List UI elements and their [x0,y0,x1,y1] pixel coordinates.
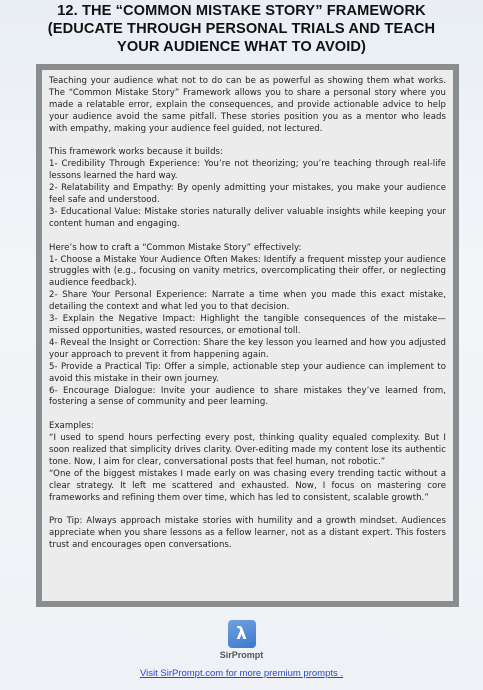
step-item: 4- Reveal the Insight or Correction: Share the key lesson you learned and how you adjusted your approach to prevent it from happening again. [49,337,446,360]
page-title [10,2,473,56]
intro-paragraph: Teaching your audience what not to do can be as powerful as showing them what works. The “Common Mistake Story” Framework allows you to share a personal story where you made a relatable error, explain the consequences, and provide actionable advice to help your audience avoid the same pitfall. These stories position you as a mentor who leads with empathy, making your audience feel guided, not lectured. [49,76,446,134]
step-item: 2- Share Your Personal Experience: Narrate a time when you made this exact mistake, detailing the context and what led you to that decision. [49,290,446,313]
example-quote: “I used to spend hours perfecting every post, thinking quality equaled complexity. But I soon realized that simplicity drives clarity. Over-editing made my content lose its authentic tone. Now, I aim for clear, conversational posts that feel human, not robotic.” [49,433,446,467]
step-item: 1- Choose a Mistake Your Audience Often Makes: Identify a frequent misstep your audience struggles with (e.g., focusing on vanity metrics, overcomplicating their offer, or neglecting audience feedback). [49,254,446,289]
builds-item: 2- Relatability and Empathy: By openly admitting your mistakes, you make your audience feel safe and understood. [49,183,446,206]
steps-heading: Here’s how to craft a “Common Mistake Story” effectively: [49,242,302,253]
pro-tip-paragraph: Pro Tip: Always approach mistake stories with humility and a growth mindset. Audiences appreciate when you share lessons as a fellow learner, not as a distant expert. This fosters trust and encourages open conversations. [49,516,446,551]
step-item: 6- Encourage Dialogue: Invite your audience to share mistakes they’ve learned from, fostering a sense of community and peer learning. [49,385,446,408]
content-card [36,64,459,607]
builds-heading: This framework works because it builds: [49,147,223,158]
footer-link[interactable]: Visit SirPrompt.com for more premium prompts . [139,668,344,679]
title-line-1: 12. THE “COMMON MISTAKE STORY” FRAMEWORK [57,3,426,19]
brand-logo [0,620,483,660]
title-line-3: YOUR AUDIENCE WHAT TO AVOID) [117,39,366,55]
step-item: 5- Provide a Practical Tip: Offer a simple, actionable step your audience can implement to avoid this mistake in their own journey. [49,361,446,384]
brand-name: SirPrompt [219,650,264,660]
example-quote: “One of the biggest mistakes I made early on was chasing every trending tactic without a clear strategy. It left me scattered and exhausted. Now, I focus on mastering core frameworks and refining them over time, which has led to consistent, scalable growth.” [49,468,446,503]
builds-item: 1- Credibility Through Experience: You’re not theorizing; you’re teaching through real-life lessons learned the hard way. [49,159,446,182]
lambda-icon: λ [228,620,256,648]
builds-item: 3- Educational Value: Mistake stories naturally deliver valuable insights while keeping your content human and engaging. [49,206,446,229]
title-line-2: (EDUCATE THROUGH PERSONAL TRIALS AND TEACH [47,21,436,37]
examples-heading: Examples: [49,421,94,432]
step-item: 3- Explain the Negative Impact: Highlight the tangible consequences of the mistake—missed opportunities, wasted resources, or emotional toll. [49,314,446,336]
